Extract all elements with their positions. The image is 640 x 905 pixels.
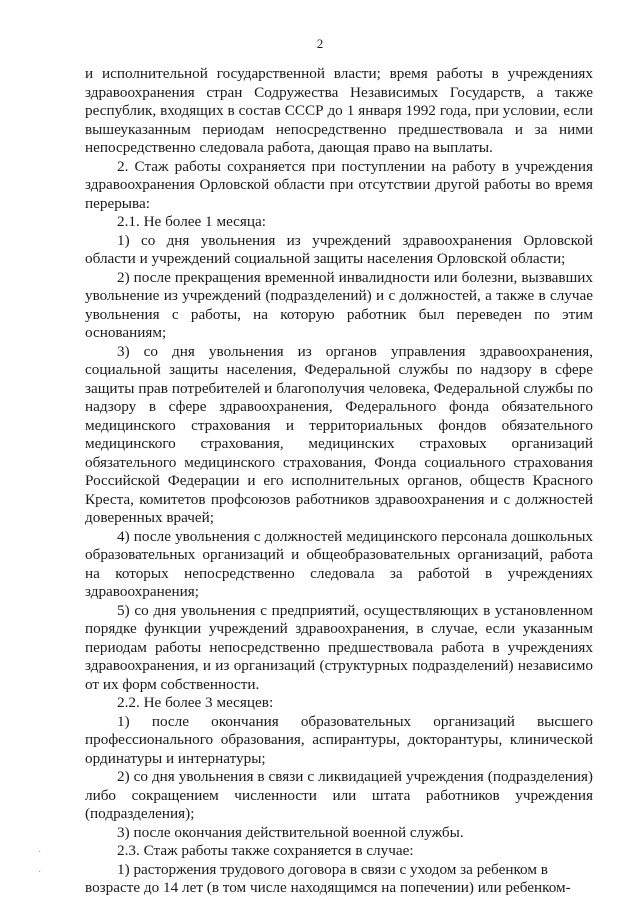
paragraph-clause-2-1: 2.1. Не более 1 месяца: [117, 213, 266, 230]
paragraph-clause-2-1-item-5: 5) со дня увольнения с предприятий, осуществляющих в установленном порядке функции учреждений здравоохранения, в случае, если указанным периодам работы непосредственно предшествовала работа в учреждениях здравоохранения, и из организаций (структурных подразделений) независимо от их форм собственности. [85, 601, 593, 693]
paragraph-clause-2-2-item-1: 1) после окончания образовательных организаций высшего профессионального образования, аспирантуры, докторантуры, клинической ординатуры и интернатуры; [85, 712, 593, 767]
paragraph-clause-2-2-item-2: 2) со дня увольнения в связи с ликвидацией учреждения (подразделения) либо сокращением численности или штата работников учреждения (подразделения); [85, 768, 593, 822]
scan-margin-dot: · [38, 867, 42, 878]
paragraph-clause-2-1-item-4: 4) после увольнения с должностей медицинского персонала дошкольных образовательных организаций и общеобразовательных организаций, работа на которых непосредственно следовала за работой в учреждениях здравоохранения; [85, 527, 593, 600]
paragraph-clause-2-2: 2.2. Не более 3 месяцев: [117, 694, 274, 711]
paragraph-clause-2-1-item-1: 1) со дня увольнения из учреждений здравоохранения Орловской области и учреждений социальной защиты населения Орловской области; [85, 231, 593, 267]
document-body [85, 65, 593, 898]
paragraph-clause-2-3-item-1: 1) расторжения трудового договора в связи с уходом за ребенком в возрасте до 14 лет (в том числе находящимся на попечении) или ребенком- [85, 860, 571, 896]
page-number: 2 [316, 36, 324, 51]
paragraph-clause-2-3: 2.3. Стаж работы также сохраняется в случае: [117, 842, 414, 859]
paragraph-clause-2-1-item-2: 2) после прекращения временной инвалидности или болезни, вызвавших увольнение из учреждений (подразделений) и с должностей, а также в случае увольнения с работы, на которую работник был переведен по этим основаниям; [85, 268, 593, 341]
paragraph-clause-2: 2. Стаж работы сохраняется при поступлении на работу в учреждения здравоохранения Орловской области при отсутствии другой работы во время перерыва: [85, 157, 593, 212]
scan-margin-dot: · [38, 847, 42, 858]
paragraph-continuation: и исполнительной государственной власти; время работы в учреждениях здравоохранения стран Содружества Независимых Государств, а также республик, входящих в состав СССР до 1 января 1992 года, при условии, если вышеуказанным периодам непосредственно предшествовала и за ними непосредственно следовала работа, дающая право на выплаты. [85, 65, 593, 156]
paragraph-clause-2-2-item-3: 3) после окончания действительной военной службы. [117, 823, 464, 841]
paragraph-clause-2-1-item-3: 3) со дня увольнения из органов управления здравоохранения, социальной защиты населения, Федеральной службы по надзору в сфере защиты прав потребителей и благополучия человека, Федеральной службы по надзору в сфере здравоохранения, Федерального фонда обязательного медицинского страхования и территориальных фондов обязательного медицинского страхования, медицинских страховых организаций обязательного медицинского страхования, Фонда социального страхования Российской Федерации и его исполнительных органов, обществ Красного Креста, комитетов профсоюзов работников здравоохранения и с должностей доверенных врачей; [85, 342, 593, 526]
